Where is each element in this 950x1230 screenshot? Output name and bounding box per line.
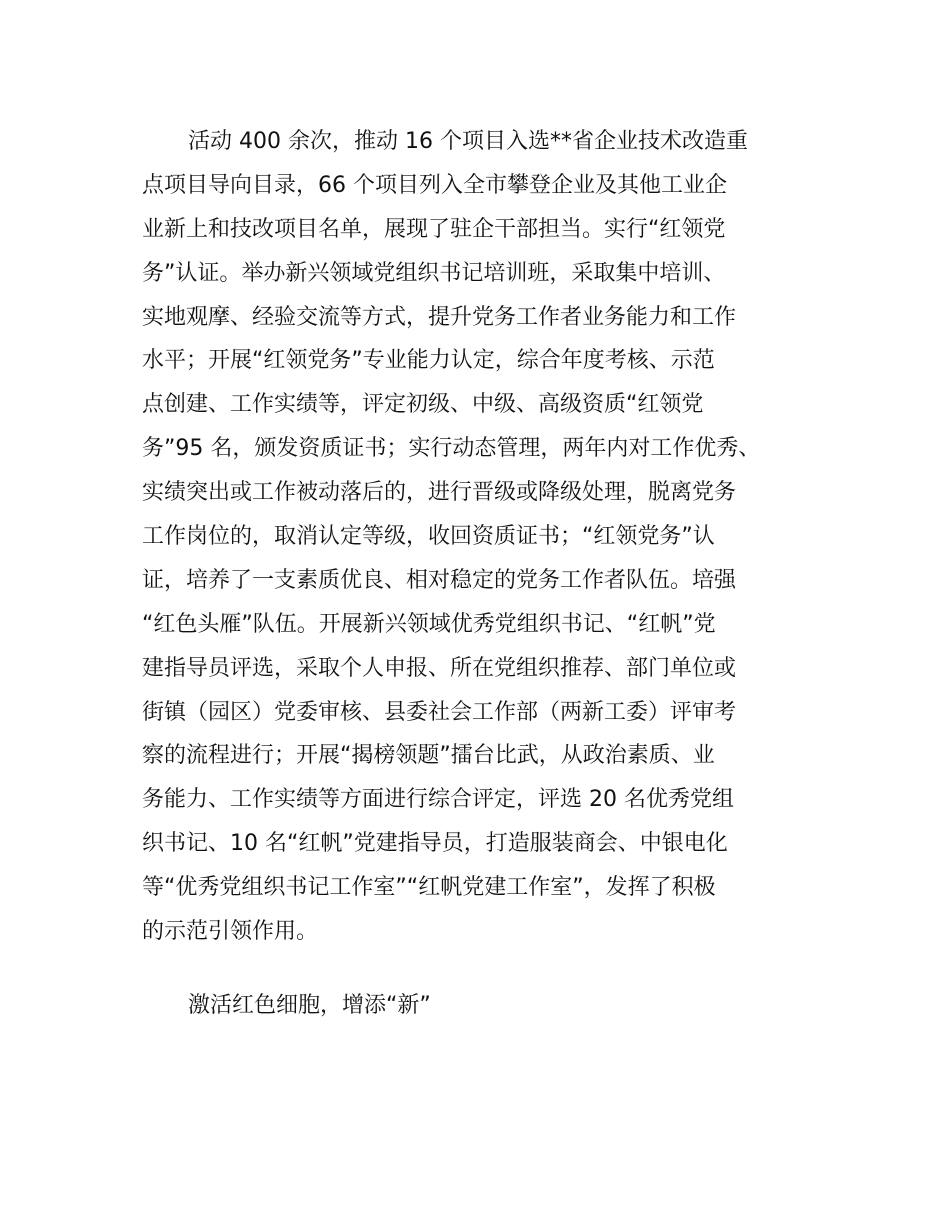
paragraph-1-line-12: “红色头雁”队伍。开展新兴领域优秀党组织书记、“红帆”党 — [142, 611, 716, 637]
paragraph-2-line-1: 激活红色细胞，增添“新” — [188, 992, 431, 1018]
document-body — [142, 120, 842, 1028]
paragraph-1-line-2: 点项目导向目录，66 个项目列入全市攀登企业及其他工业企 — [142, 172, 727, 198]
paragraph-1-line-11: 证，培养了一支素质优良、相对稳定的党务工作者队伍。培强 — [142, 567, 737, 593]
paragraph-1-line-6: 水平；开展“红领党务”专业能力认定，综合年度考核、示范 — [142, 348, 715, 374]
paragraph-1-line-9: 实绩突出或工作被动落后的，进行晋级或降级处理，脱离党务 — [142, 480, 737, 506]
paragraph-1-line-10: 工作岗位的，取消认定等级，收回资质证书；“红领党务”认 — [142, 524, 715, 550]
paragraph-gap — [142, 954, 842, 984]
paragraph-1-line-17: 织书记、10 名“红帆”党建指导员，打造服装商会、中银电化 — [142, 831, 728, 857]
paragraph-1-line-1: 活动 400 余次，推动 16 个项目入选**省企业技术改造重 — [188, 129, 748, 154]
paragraph-1-line-19: 的示范引领作用。 — [142, 919, 319, 945]
paragraph-1-line-3: 业新上和技改项目名单，展现了驻企干部担当。实行“红领党 — [142, 216, 726, 242]
paragraph-1-line-7: 点创建、工作实绩等，评定初级、中级、高级资质“红领党 — [142, 392, 704, 418]
paragraph-1-line-14: 街镇（园区）党委审核、县委社会工作部（两新工委）评审考 — [142, 699, 737, 725]
paragraph-1-line-18: 等“优秀党组织书记工作室”“红帆党建工作室”，发挥了积极 — [142, 875, 716, 901]
paragraph-1-line-15: 察的流程进行；开展“揭榜领题”擂台比武，从政治素质、业 — [142, 743, 715, 769]
paragraph-1-line-4: 务”认证。举办新兴领域党组织书记培训班，采取集中培训、 — [142, 260, 726, 286]
paragraph-1-line-13: 建指导员评选，采取个人申报、所在党组织推荐、部门单位或 — [142, 655, 737, 681]
paragraph-1-line-16: 务能力、工作实绩等方面进行综合评定，评选 20 名优秀党组 — [142, 787, 734, 813]
paragraph-1-line-5: 实地观摩、经验交流等方式，提升党务工作者业务能力和工作 — [142, 304, 737, 330]
paragraph-1-line-8: 务”95 名，颁发资质证书；实行动态管理，两年内对工作优秀、 — [142, 436, 761, 462]
